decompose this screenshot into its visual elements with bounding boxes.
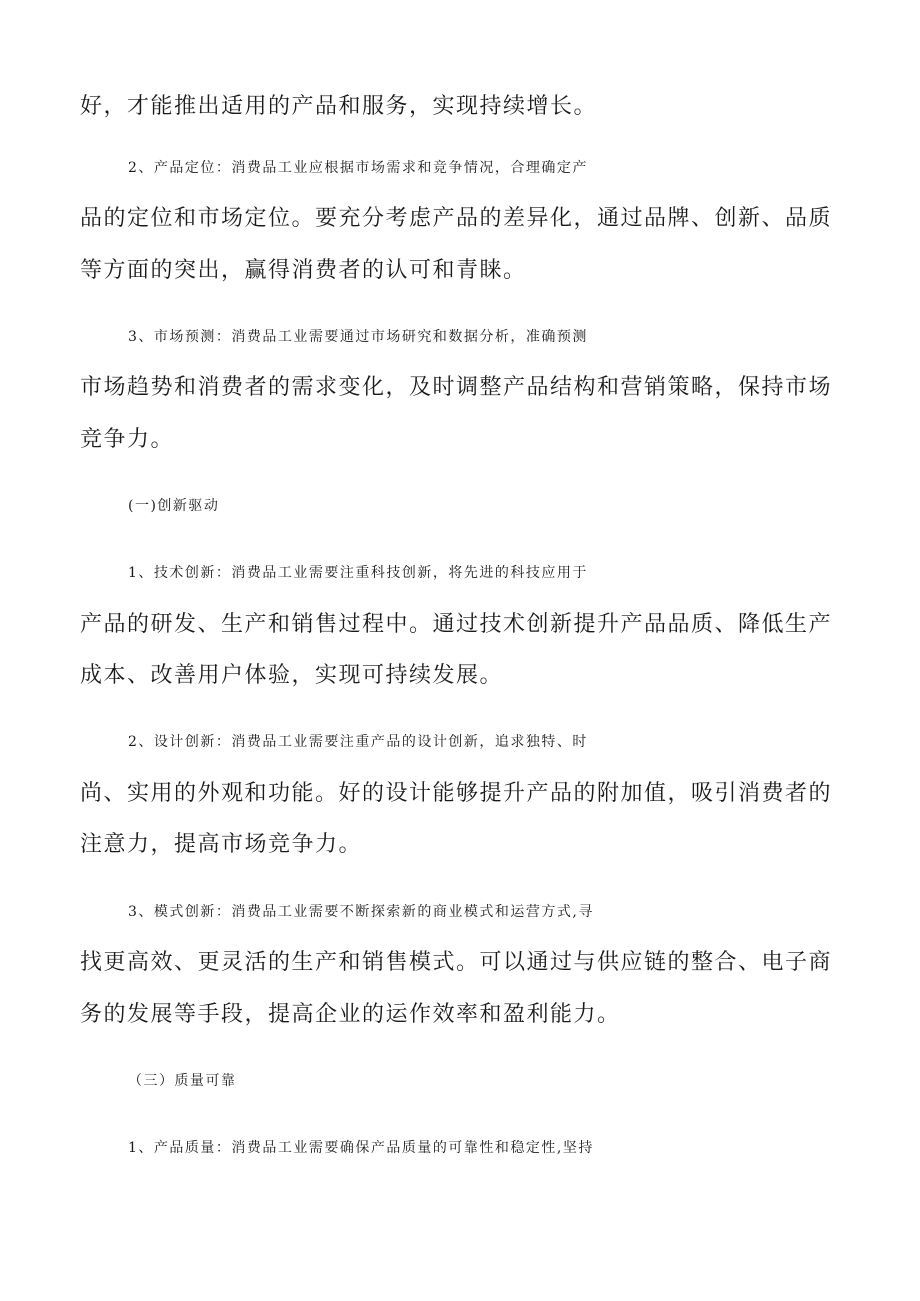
paragraph-line: 3、模式创新：消费品工业需要不断探索新的商业模式和运营方式,寻	[128, 904, 594, 920]
paragraph-line: 竞争力。	[80, 427, 175, 452]
paragraph-line: 注意力，提高市场竞争力。	[80, 832, 363, 857]
section-heading: （三）质量可靠	[128, 1073, 237, 1089]
paragraph-line: 1、技术创新：消费品工业需要注重科技创新，将先进的科技应用于	[128, 565, 588, 581]
section-heading: (一)创新驱动	[128, 498, 220, 514]
paragraph-line: 2、产品定位：消费品工业应根据市场需求和竞争情况，合理确定产	[128, 160, 588, 176]
paragraph-line: 市场趋势和消费者的需求变化，及时调整产品结构和营销策略，保持市场	[80, 375, 833, 400]
paragraph-line: 好，才能推出适用的产品和服务，实现持续增长。	[80, 94, 598, 119]
paragraph-line: 尚、实用的外观和功能。好的设计能够提升产品的附加值，吸引消费者的	[80, 781, 833, 806]
paragraph-line: 品的定位和市场定位。要充分考虑产品的差异化，通过品牌、创新、品质	[80, 206, 833, 231]
paragraph-line: 3、市场预测：消费品工业需要通过市场研究和数据分析，准确预测	[128, 329, 588, 345]
paragraph-line: 成本、改善用户体验，实现可持续发展。	[80, 663, 504, 688]
paragraph-line: 等方面的突出，赢得消费者的认可和青睐。	[80, 258, 527, 283]
paragraph-line: 1、产品质量：消费品工业需要确保产品质量的可靠性和稳定性,坚持	[128, 1140, 594, 1156]
paragraph-line: 2、设计创新：消费品工业需要注重产品的设计创新，追求独特、时	[128, 734, 588, 750]
paragraph-line: 务的发展等手段，提高企业的运作效率和盈利能力。	[80, 1002, 621, 1027]
paragraph-line: 产品的研发、生产和销售过程中。通过技术创新提升产品品质、降低生产	[80, 612, 833, 637]
paragraph-line: 找更高效、更灵活的生产和销售模式。可以通过与供应链的整合、电子商	[80, 950, 833, 975]
